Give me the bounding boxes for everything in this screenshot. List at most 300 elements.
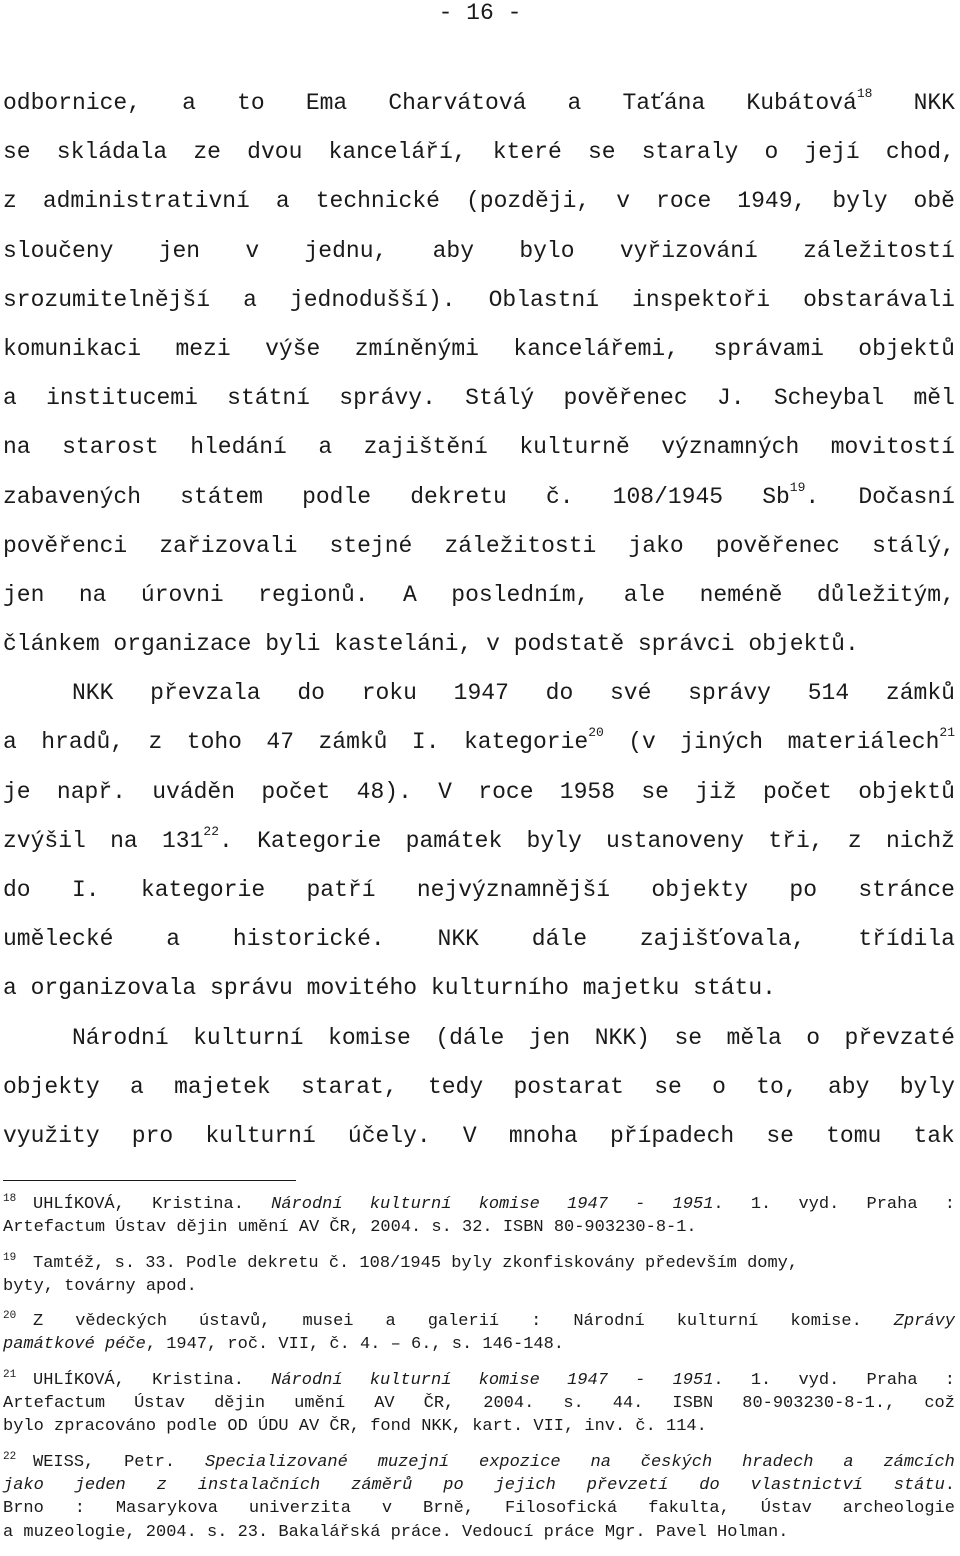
footnote-word: Petr. bbox=[124, 1452, 176, 1472]
word: byly bbox=[526, 827, 582, 854]
word: 1958 bbox=[559, 778, 616, 805]
footnote-line bbox=[3, 1252, 955, 1275]
word: zařizovali bbox=[159, 532, 298, 559]
word: a bbox=[567, 90, 582, 116]
word: Charvátová bbox=[388, 90, 527, 116]
footnote-word: zkonfiskovány bbox=[502, 1253, 635, 1273]
text-line bbox=[3, 866, 955, 915]
text-line bbox=[3, 571, 955, 620]
footnote-word: Bakalářská bbox=[278, 1522, 381, 1542]
footnote-word: vyd. bbox=[798, 1370, 840, 1390]
footnote-word: převzetí bbox=[586, 1475, 669, 1495]
word: záležitosti bbox=[444, 532, 597, 559]
word: do bbox=[297, 680, 325, 707]
word: jen bbox=[3, 581, 45, 608]
word: (v bbox=[628, 729, 656, 756]
word: 1947 bbox=[453, 680, 509, 707]
word: regionů. bbox=[258, 581, 369, 608]
footnote-word: Vedoucí bbox=[462, 1522, 534, 1542]
footnote-word: 1. bbox=[750, 1195, 772, 1214]
word: movitostí bbox=[830, 434, 955, 461]
footnote-word: NKK, bbox=[421, 1417, 463, 1437]
word: a bbox=[166, 926, 181, 953]
word: 47 bbox=[266, 729, 295, 756]
footnote-word: AV bbox=[298, 1417, 320, 1437]
word: V bbox=[438, 778, 452, 805]
word: se bbox=[674, 1024, 703, 1051]
word: I. bbox=[71, 877, 100, 903]
word: a bbox=[129, 1073, 144, 1100]
word: pověřenec bbox=[715, 532, 840, 559]
word: článkem bbox=[3, 631, 100, 658]
footnote-word: zámcích bbox=[883, 1452, 955, 1472]
footnote-word: kulturní bbox=[369, 1195, 452, 1214]
footnote-word: : bbox=[944, 1370, 955, 1390]
word: 48). bbox=[356, 778, 412, 805]
word: J. bbox=[716, 385, 745, 412]
footnote-word: 1947 bbox=[567, 1370, 608, 1390]
main-text bbox=[3, 79, 955, 1161]
word: ale bbox=[623, 581, 666, 608]
footnote-word: především bbox=[645, 1253, 737, 1273]
word: se bbox=[587, 139, 616, 166]
word: již bbox=[695, 778, 737, 805]
footnote-word: na bbox=[590, 1452, 611, 1472]
footnote-word: ISBN bbox=[672, 1394, 714, 1414]
word: na bbox=[78, 581, 107, 608]
word: a bbox=[3, 729, 17, 756]
footnote-word: 146-148. bbox=[482, 1335, 565, 1355]
footnote-number: 21 bbox=[3, 1368, 23, 1381]
word: měl bbox=[913, 385, 955, 412]
word: využity bbox=[3, 1122, 100, 1149]
footnote-word: Pavel bbox=[655, 1522, 707, 1542]
text-line bbox=[3, 1112, 955, 1161]
word: dekretu bbox=[410, 483, 507, 510]
text-line bbox=[3, 423, 955, 472]
word: skládala bbox=[56, 139, 168, 166]
word: je bbox=[3, 778, 31, 805]
word: NKK bbox=[913, 90, 955, 116]
footnote-word: Národní bbox=[573, 1312, 645, 1332]
footnote-word: AV bbox=[298, 1218, 320, 1238]
text-line bbox=[3, 718, 955, 767]
footnote-word: s. bbox=[451, 1335, 473, 1355]
word: počet bbox=[261, 778, 331, 805]
word: správy. bbox=[339, 385, 436, 412]
word: podle bbox=[302, 483, 372, 510]
footnote-word: Ústav bbox=[134, 1394, 186, 1414]
footnote-word: musei bbox=[302, 1312, 354, 1332]
word: správu bbox=[210, 975, 293, 1002]
word: ustanoveny bbox=[606, 827, 745, 854]
footnote-word: byty, bbox=[3, 1276, 55, 1296]
footnote-word: inv. bbox=[584, 1417, 626, 1437]
footnote-word: Národní bbox=[271, 1195, 343, 1214]
word: byli bbox=[265, 631, 321, 658]
footnote-word: domy, bbox=[747, 1253, 799, 1273]
word: na bbox=[110, 827, 138, 854]
word: zámků bbox=[318, 729, 388, 756]
text-line bbox=[3, 177, 955, 226]
footnote-word: 2004. bbox=[483, 1394, 535, 1414]
word: patří bbox=[306, 877, 376, 903]
word: do bbox=[3, 877, 31, 903]
footnote-word: 114. bbox=[666, 1417, 707, 1437]
footnote-number: 22 bbox=[3, 1450, 23, 1463]
word: Scheybal bbox=[773, 385, 885, 412]
footnote-word: po bbox=[443, 1475, 464, 1495]
word: č. bbox=[545, 483, 574, 510]
word: NKK bbox=[437, 926, 479, 953]
footnote-reference[interactable]: 22 bbox=[203, 823, 220, 839]
footnote-word: bylo bbox=[3, 1417, 44, 1437]
footnotes bbox=[3, 1193, 955, 1556]
word: nejvýznamnější bbox=[416, 877, 611, 903]
footnote-word: 1947, bbox=[166, 1335, 218, 1355]
footnote-number: 19 bbox=[3, 1251, 23, 1264]
word: a bbox=[182, 90, 196, 116]
word: objektů bbox=[858, 778, 955, 805]
footnote-word: památkové bbox=[3, 1335, 95, 1355]
word: toho bbox=[186, 729, 242, 756]
footnote-word: univerzita bbox=[248, 1499, 351, 1519]
word: institucemi bbox=[46, 385, 198, 412]
word: NKK) bbox=[594, 1024, 650, 1051]
footnote-word: zpracováno bbox=[54, 1417, 157, 1437]
word: státu. bbox=[693, 975, 776, 1002]
word: roku bbox=[361, 680, 417, 707]
word: A bbox=[403, 581, 417, 608]
footnote-word: v bbox=[381, 1499, 393, 1519]
footnote-word: Ústav bbox=[115, 1218, 167, 1238]
text-line bbox=[3, 817, 955, 866]
word: stránce bbox=[858, 877, 955, 903]
word: měla bbox=[726, 1024, 782, 1051]
word: pověřenci bbox=[3, 532, 128, 559]
footnote-word: státu. bbox=[893, 1475, 955, 1495]
text-line bbox=[3, 964, 955, 1013]
footnote-word: dějin bbox=[214, 1394, 266, 1414]
text-line bbox=[3, 79, 955, 128]
word: a bbox=[318, 434, 333, 461]
footnote-word: dekretu bbox=[247, 1253, 319, 1273]
word: jiných bbox=[680, 729, 764, 756]
word: V bbox=[462, 1122, 477, 1149]
word: památek bbox=[405, 827, 503, 854]
word: v bbox=[486, 631, 500, 658]
footnote-word: byly bbox=[451, 1253, 493, 1273]
word: zajištění bbox=[363, 434, 488, 461]
word: se bbox=[654, 1073, 682, 1100]
footnote-word: jako bbox=[3, 1475, 44, 1495]
word: neméně bbox=[699, 581, 783, 608]
footnote-word: 33. bbox=[145, 1253, 176, 1273]
footnote-word: komise bbox=[478, 1370, 540, 1390]
page-number: - 16 - bbox=[438, 0, 522, 26]
word: srozumitelnější bbox=[3, 286, 211, 313]
footnote-word: č. bbox=[329, 1335, 350, 1355]
word: Sb$^{19}$. bbox=[762, 479, 820, 510]
footnote-reference[interactable]: 21 bbox=[939, 725, 955, 741]
footnote-word: VII, bbox=[278, 1335, 320, 1355]
word: kategorie bbox=[140, 877, 266, 903]
word: objekty bbox=[651, 877, 749, 903]
word: 1949, bbox=[737, 188, 807, 215]
footnote-word: 1951. bbox=[672, 1195, 724, 1214]
footnote-reference[interactable]: 20 bbox=[588, 725, 604, 741]
word: počet bbox=[762, 778, 832, 805]
word: Národní bbox=[72, 1024, 169, 1051]
footnote-word: - bbox=[635, 1195, 646, 1214]
footnote-word: ISBN bbox=[502, 1218, 544, 1238]
word: převzaté bbox=[844, 1024, 955, 1051]
word: po bbox=[789, 877, 817, 903]
footnote-word: z bbox=[156, 1475, 167, 1495]
footnote-word: $^{18}$ UHLÍKOVÁ, bbox=[3, 1193, 125, 1214]
footnote-word: 23. bbox=[237, 1522, 269, 1542]
footnote-word: Podle bbox=[186, 1253, 238, 1273]
word: hradů, bbox=[41, 729, 125, 756]
footnote-word: 4. bbox=[360, 1335, 381, 1355]
footnote-word: do bbox=[699, 1475, 720, 1495]
footnote-line bbox=[3, 1521, 955, 1544]
text-line bbox=[3, 620, 955, 669]
word: zvýšil bbox=[3, 827, 86, 854]
footnote-word: VII, bbox=[533, 1417, 575, 1437]
footnote-word: 108/1945 bbox=[359, 1253, 442, 1273]
word: převzala bbox=[150, 680, 261, 707]
footnote-number: 20 bbox=[3, 1310, 23, 1323]
word: posledním, bbox=[451, 581, 590, 608]
word: aby bbox=[827, 1073, 870, 1100]
footnote-line bbox=[3, 1310, 955, 1333]
word: starat, bbox=[301, 1073, 398, 1100]
word: I. bbox=[411, 729, 440, 756]
word: pro bbox=[131, 1122, 174, 1149]
footnote-word: s. bbox=[114, 1253, 136, 1273]
word: tak bbox=[913, 1122, 955, 1149]
word: roce bbox=[478, 778, 534, 805]
word: do bbox=[545, 680, 574, 707]
word: Kategorie bbox=[257, 827, 382, 854]
footnote-word: fond bbox=[370, 1417, 412, 1437]
word: aby bbox=[432, 237, 475, 264]
word: se bbox=[766, 1122, 794, 1149]
footnote-word: OD bbox=[227, 1417, 248, 1437]
footnote-word: Kristina. bbox=[152, 1195, 244, 1214]
footnote-line bbox=[3, 1193, 955, 1216]
word: se bbox=[3, 139, 31, 166]
word: mnoha bbox=[508, 1122, 578, 1149]
footnote-word: Artefactum bbox=[3, 1394, 106, 1414]
word: Dočasní bbox=[858, 483, 955, 510]
footnote-word: s. bbox=[207, 1522, 228, 1542]
footnote-word: Filosofická bbox=[505, 1499, 618, 1519]
text-line bbox=[3, 522, 955, 571]
word: zajišťovala, bbox=[639, 926, 806, 953]
word: kasteláni, bbox=[334, 631, 473, 658]
footnote-word: Artefactum bbox=[3, 1218, 106, 1238]
footnote-word: komise bbox=[478, 1195, 540, 1214]
footnote-word: hradech bbox=[742, 1452, 814, 1472]
word: stálý, bbox=[872, 532, 955, 559]
word: Taťána bbox=[622, 90, 706, 116]
word: jen bbox=[528, 1024, 571, 1051]
word: o bbox=[806, 1024, 821, 1051]
footnote-word: vědeckých bbox=[75, 1312, 168, 1332]
word: (později, bbox=[465, 188, 591, 215]
footnote-21 bbox=[3, 1369, 955, 1439]
footnote-word: expozice bbox=[479, 1452, 561, 1472]
footnote-word: ČR, bbox=[423, 1394, 455, 1414]
word: 514 bbox=[807, 680, 850, 707]
word: o bbox=[712, 1073, 726, 1100]
word: z bbox=[148, 729, 163, 756]
footnote-line bbox=[3, 1216, 955, 1239]
footnote-word: Praha bbox=[866, 1195, 918, 1214]
word: to, bbox=[756, 1073, 798, 1100]
footnote-word: galerií bbox=[427, 1312, 500, 1332]
word: materiálech$^{21}$ bbox=[787, 725, 955, 756]
footnote-reference[interactable]: 18 bbox=[856, 86, 873, 101]
word: (dále bbox=[435, 1024, 505, 1051]
word: úrovni bbox=[140, 581, 224, 608]
footnote-word: a bbox=[385, 1312, 396, 1332]
word: významných bbox=[661, 434, 800, 461]
word: objektů. bbox=[748, 631, 859, 658]
word: vyřizování bbox=[619, 237, 758, 264]
footnote-word: práce. bbox=[390, 1522, 452, 1542]
word: majetek bbox=[174, 1073, 271, 1100]
word: byly bbox=[899, 1073, 955, 1100]
footnote-word: Národní bbox=[271, 1370, 343, 1390]
footnote-line bbox=[3, 1369, 955, 1392]
word: tedy bbox=[427, 1073, 484, 1100]
footnote-word: péče, bbox=[105, 1335, 157, 1355]
footnote-word: 44. bbox=[612, 1394, 644, 1414]
word: státní bbox=[227, 385, 310, 412]
word: o bbox=[764, 139, 779, 166]
word: které bbox=[492, 139, 562, 166]
word: 108/1945 bbox=[612, 483, 724, 510]
text-line bbox=[3, 325, 955, 374]
word: dvou bbox=[247, 139, 303, 166]
word: podstatě bbox=[513, 631, 625, 658]
footnote-number: 18 bbox=[3, 1193, 23, 1205]
word: Stálý bbox=[465, 385, 535, 412]
footnote-word: 80-903230-8-1., bbox=[742, 1394, 896, 1414]
word: a bbox=[3, 385, 17, 412]
word: organizovala bbox=[30, 975, 197, 1002]
word: státem bbox=[180, 483, 263, 510]
footnote-word: : bbox=[74, 1499, 85, 1519]
word: organizace bbox=[113, 631, 252, 658]
word: jen bbox=[158, 237, 201, 264]
footnote-word: vlastnictví bbox=[750, 1475, 863, 1495]
footnote-word: Specializované bbox=[205, 1452, 348, 1472]
footnote-word: ČR, bbox=[329, 1417, 361, 1437]
word: jednu, bbox=[304, 237, 388, 264]
footnote-line bbox=[3, 1451, 955, 1474]
footnote-line bbox=[3, 1275, 955, 1298]
footnote-word: ČR, bbox=[329, 1218, 361, 1238]
footnote-word: : bbox=[944, 1195, 955, 1214]
footnote-word: umění bbox=[237, 1218, 289, 1238]
word: postarat bbox=[513, 1073, 624, 1100]
word: a bbox=[243, 286, 257, 313]
footnote-word: $^{20}$ Z bbox=[3, 1310, 44, 1332]
footnote-word: továrny bbox=[64, 1276, 136, 1296]
footnote-word: Praha bbox=[866, 1370, 918, 1390]
footnote-word: Holman. bbox=[717, 1522, 789, 1542]
word: záležitostí bbox=[803, 237, 955, 264]
word: kancelářemi, bbox=[513, 335, 680, 362]
footnote-word: českých bbox=[640, 1452, 713, 1472]
word: kulturní bbox=[193, 1024, 304, 1051]
footnote-word: fakulta, bbox=[648, 1499, 730, 1519]
footnote-word: ústavů, bbox=[199, 1312, 271, 1332]
word: komise bbox=[328, 1024, 411, 1051]
word: stejné bbox=[329, 532, 413, 559]
word: správy bbox=[688, 680, 771, 707]
footnote-line bbox=[3, 1415, 955, 1438]
word: zabavených bbox=[3, 483, 142, 510]
footnote-word: s. bbox=[431, 1218, 452, 1238]
text-line bbox=[3, 669, 955, 718]
footnote-word: Masarykova bbox=[115, 1499, 218, 1519]
word: obě bbox=[913, 188, 955, 215]
text-line bbox=[3, 374, 955, 423]
word: umělecké bbox=[3, 926, 114, 953]
footnote-word: Ústav bbox=[760, 1499, 812, 1519]
footnote-word: 2004. bbox=[145, 1522, 197, 1542]
footnote-19 bbox=[3, 1252, 955, 1299]
footnote-word: záměrů bbox=[351, 1475, 413, 1495]
word: v bbox=[616, 188, 631, 215]
word: správami bbox=[713, 335, 824, 362]
text-line bbox=[3, 1063, 955, 1112]
footnote-line bbox=[3, 1333, 955, 1356]
word: dále bbox=[531, 926, 588, 953]
word: mezi bbox=[175, 335, 231, 362]
word: Ema bbox=[305, 90, 348, 116]
word: pověřenec bbox=[563, 385, 688, 412]
word: nichž bbox=[885, 827, 955, 854]
word: účely. bbox=[347, 1122, 431, 1149]
word: kulturního bbox=[430, 975, 569, 1002]
word: Oblastní bbox=[488, 286, 600, 313]
footnote-word: 32. bbox=[462, 1218, 493, 1238]
word: na bbox=[3, 434, 31, 461]
word: se bbox=[641, 778, 669, 805]
footnote-word: muzeologie, bbox=[23, 1522, 136, 1542]
word: a bbox=[275, 188, 290, 215]
word: Kubátová$^{18}$ bbox=[746, 86, 873, 116]
footnote-word: podle bbox=[166, 1417, 218, 1437]
word: inspektoři bbox=[632, 286, 771, 313]
footnote-word: instalačních bbox=[197, 1475, 321, 1495]
footnote-word: $^{19}$ Tamtéž, bbox=[3, 1251, 105, 1273]
footnote-word: umění bbox=[294, 1394, 346, 1414]
footnote-line bbox=[3, 1474, 955, 1497]
word: administrativní bbox=[42, 188, 250, 215]
footnote-reference[interactable]: 19 bbox=[789, 479, 806, 495]
footnote-word: kulturní bbox=[369, 1370, 452, 1390]
footnote-word: AV bbox=[374, 1394, 395, 1414]
footnote-word: 6., bbox=[411, 1335, 442, 1355]
text-line bbox=[3, 473, 955, 522]
